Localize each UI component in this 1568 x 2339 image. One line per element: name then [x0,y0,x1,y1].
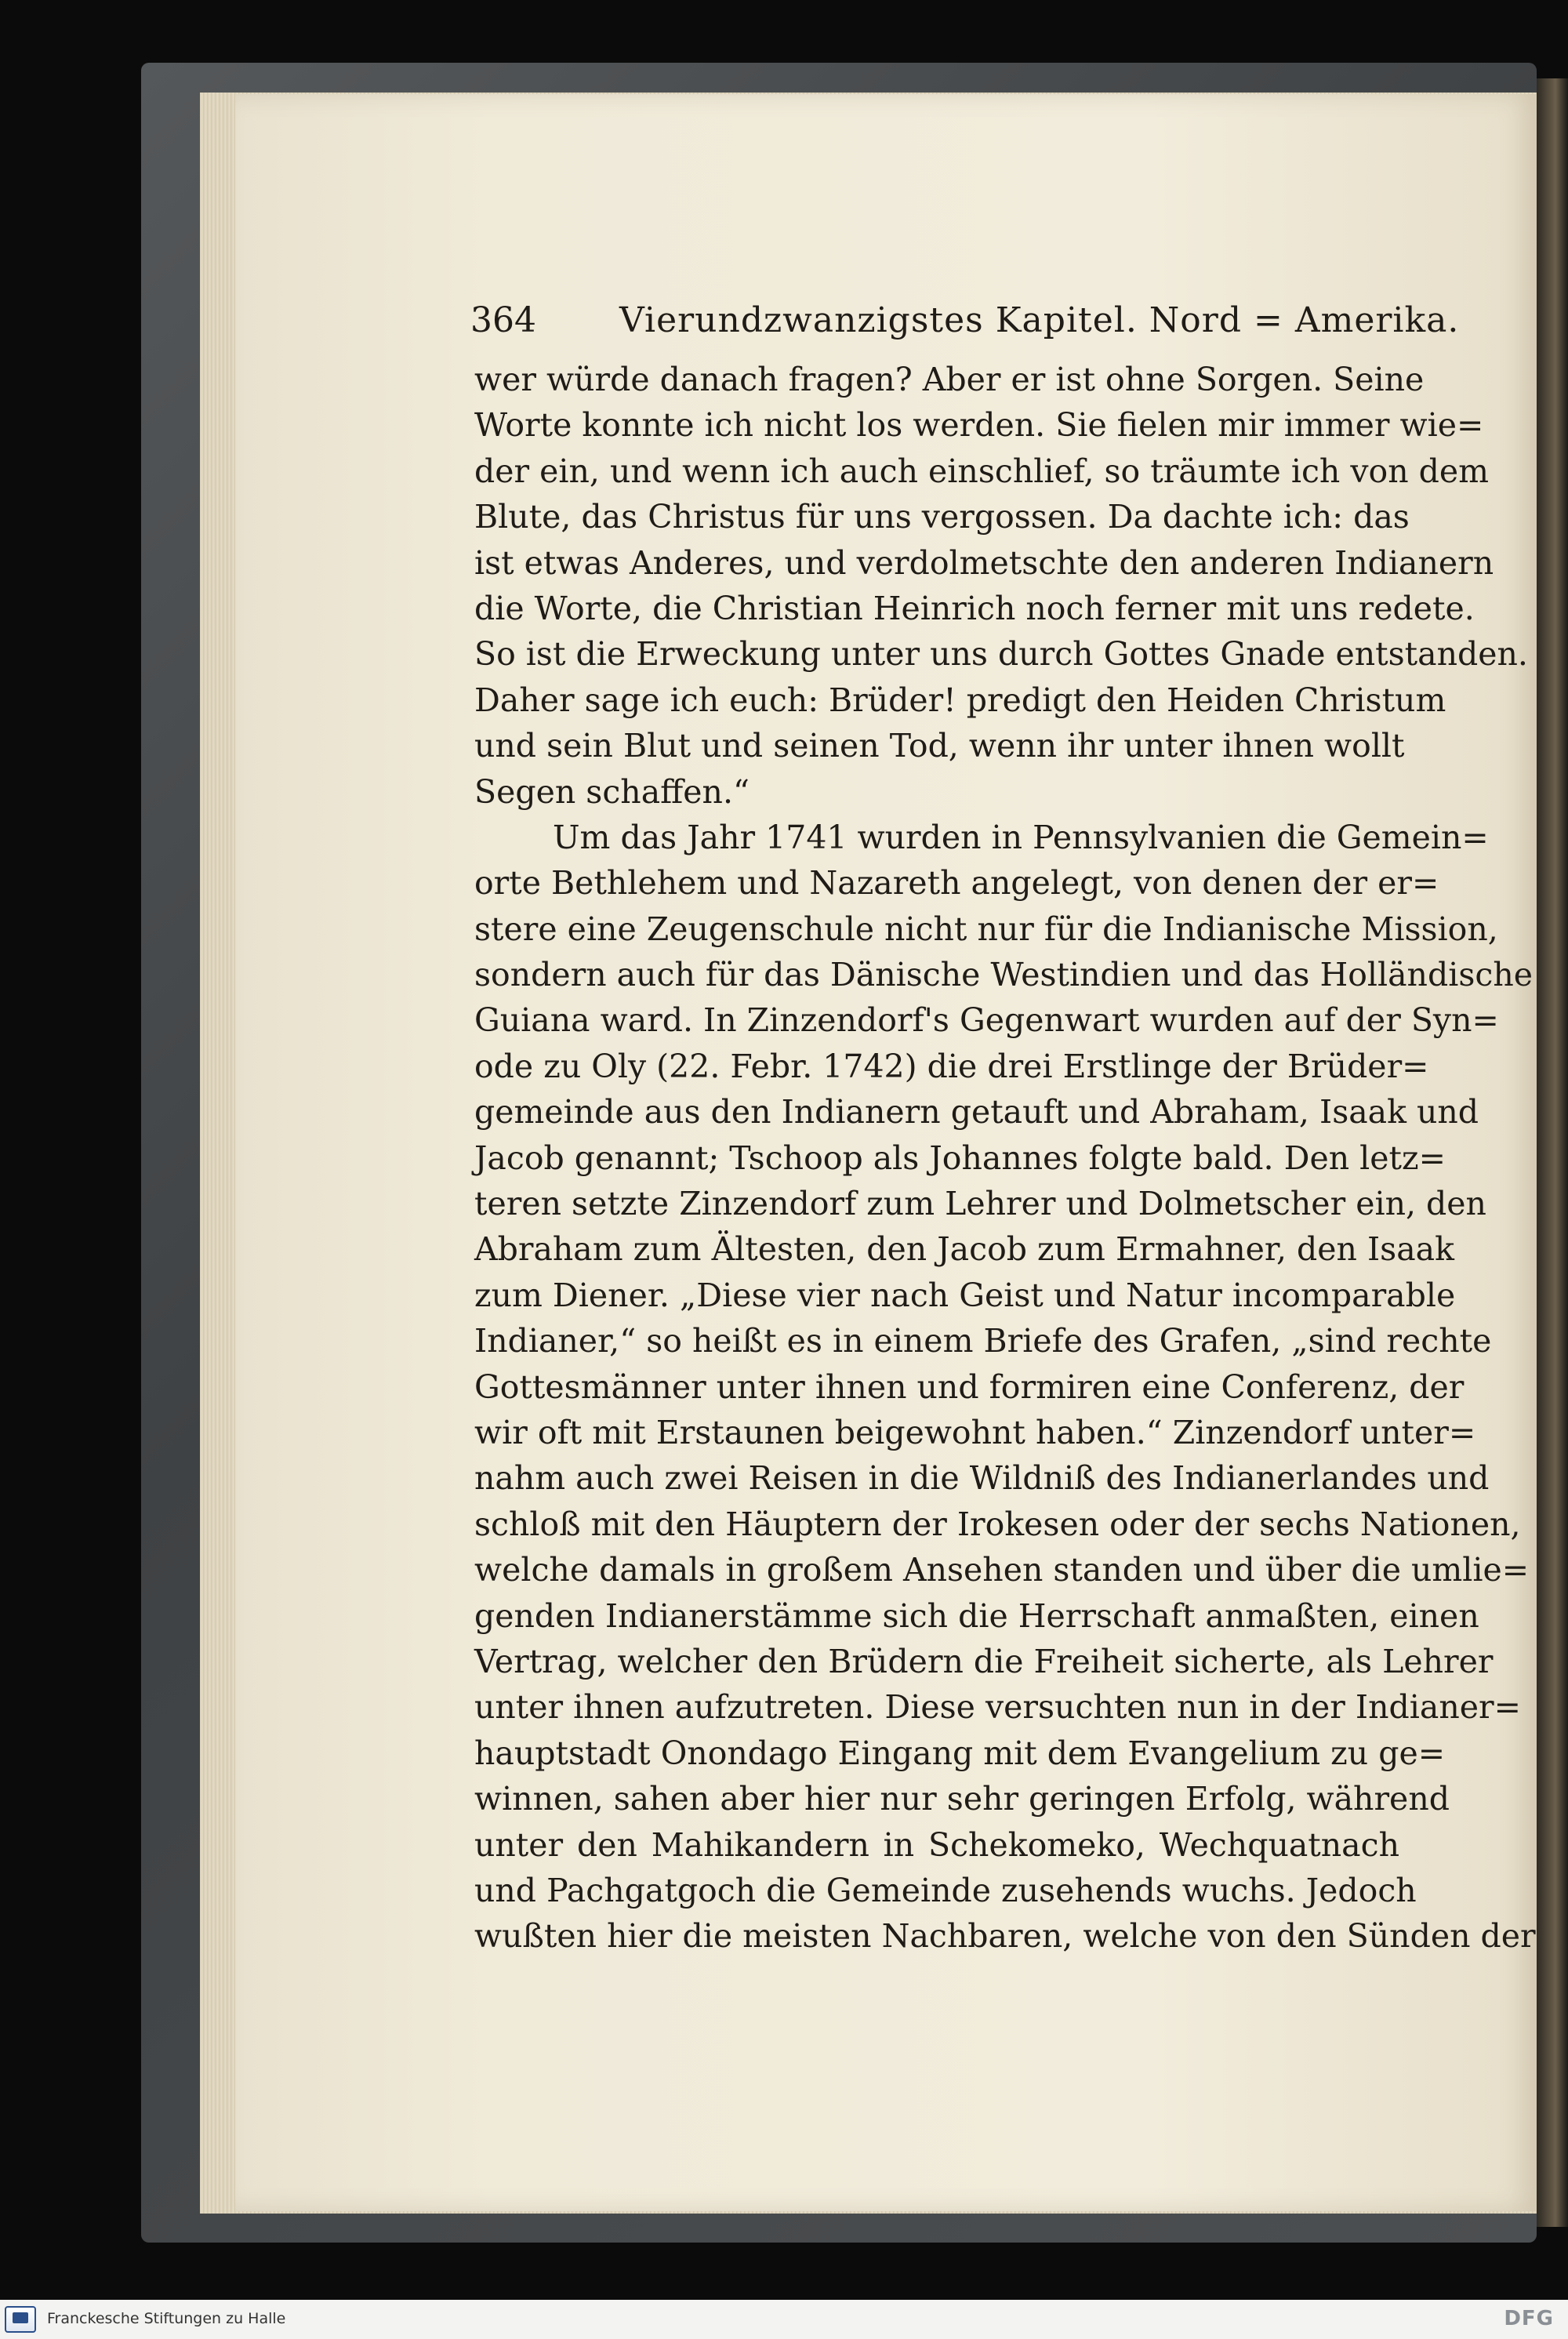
text-line: hauptstadt Onondago Eingang mit dem Evangelium zu ge= [474,1734,1446,1772]
text-line: zum Diener. „Diese vier nach Geist und Natur incomparable [474,1276,1456,1314]
text-line: ode zu Oly (22. Febr. 1742) die drei Erstlinge der Brüder= [474,1047,1429,1085]
text-line: Blute, das Christus für uns vergossen. Da dachte ich: das [474,498,1410,536]
text-line: unter ihnen aufzutreten. Diese versuchten nun in der Indianer= [474,1688,1521,1727]
text-line: schloß mit den Häuptern der Irokesen oder der sechs Nationen, [474,1505,1521,1543]
text-line: orte Bethlehem und Nazareth angelegt, von denen der er= [474,864,1439,903]
text-line: Worte konnte ich nicht los werden. Sie fielen mir immer wie= [474,406,1484,445]
text-line: sondern auch für das Dänische Westindien und das Holländische [474,956,1533,994]
running-title: Vierundzwanzigstes Kapitel. Nord = Amerika. [619,300,1460,340]
text-line: ist etwas Anderes, und verdolmetschte den anderen Indianern [474,543,1494,582]
text-line: Jacob genannt; Tschoop als Johannes folgte bald. Den letz= [474,1139,1446,1177]
text-line: der ein, und wenn ich auch einschlief, so träumte ich von dem [474,452,1490,490]
text-line: genden Indianerstämme sich die Herrschaft anmaßten, einen [474,1596,1479,1635]
text-line: wer würde danach fragen? Aber er ist ohne Sorgen. Seine [474,361,1425,398]
text-line: stere eine Zeugenschule nicht nur für die Indianische Mission, [474,910,1498,948]
institution-logo-icon[interactable] [5,2306,36,2333]
page-header [470,300,1460,347]
text-line: gemeinde aus den Indianern getauft und Abraham, Isaak und [474,1093,1479,1131]
page-number: 364 [470,300,536,340]
text-line: Guiana ward. In Zinzendorf's Gegenwart wurden auf der Syn= [474,1001,1499,1040]
text-line: welche damals in großem Ansehen standen und über die umlie= [474,1551,1530,1589]
text-line: Abraham zum Ältesten, den Jacob zum Ermahner, den Isaak [474,1230,1454,1269]
text-line: nahm auch zwei Reisen in die Wildniß des Indianerlandes und [474,1459,1490,1498]
institution-name[interactable]: Franckesche Stiftungen zu Halle [47,2310,286,2327]
text-line: So ist die Erweckung unter uns durch Gottes Gnade entstanden. [474,635,1528,674]
text-line: Vertrag, welcher den Brüdern die Freiheit sicherte, als Lehrer [474,1642,1494,1680]
text-line: teren setzte Zinzendorf zum Lehrer und Dolmetscher ein, den [474,1185,1486,1223]
text-line: und Pachgatgoch die Gemeinde zusehends wuchs. Jedoch [474,1871,1417,1909]
viewer-footer [0,2300,1568,2339]
text-line: wir oft mit Erstaunen beigewohnt haben.“ Zinzendorf unter= [474,1413,1476,1451]
text-line: unter den Mahikandern in Schekomeko, Wechquatnach [474,1825,1399,1864]
text-line: Daher sage ich euch: Brüder! predigt den Heiden Christum [474,681,1446,719]
text-line: Gottesmänner unter ihnen und formiren eine Conferenz, der [474,1367,1465,1406]
text-line: wußten hier die meisten Nachbaren, welche von den Sünden der [474,1917,1536,1956]
text-line: und sein Blut und seinen Tod, wenn ihr unter ihnen wollt [474,727,1405,765]
text-line: Indianer,“ so heißt es in einem Briefe des Grafen, „sind rechte [474,1322,1492,1360]
body-text [474,357,1536,1959]
book-gutter [1537,78,1568,2227]
text-line: winnen, sahen aber hier nur sehr geringen Erfolg, während [474,1780,1450,1818]
text-line: die Worte, die Christian Heinrich noch ferner mit uns redete. [474,589,1475,627]
dfg-logo: DFG [1504,2307,1554,2330]
text-line: Um das Jahr 1741 wurden in Pennsylvanien die Gemein= [553,818,1489,856]
text-line: Segen schaffen.“ [474,772,750,811]
